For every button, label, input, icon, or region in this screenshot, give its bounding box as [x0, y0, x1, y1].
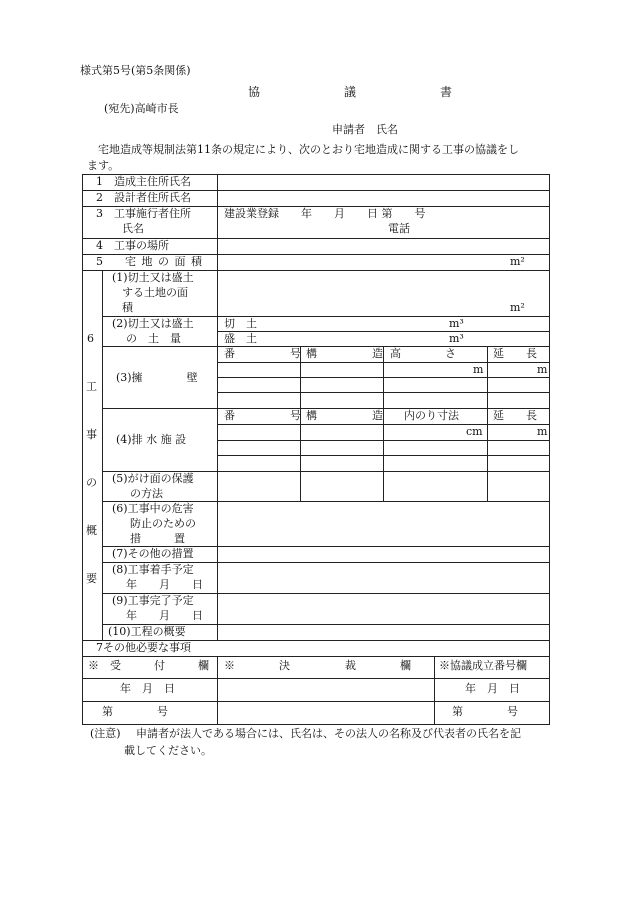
- section-6-char-2: 事: [86, 428, 97, 441]
- unit-m2: m²: [510, 301, 525, 314]
- row-5-label: 5 宅地の面積: [96, 255, 208, 268]
- item-4-label: (4)排 水 施 設: [116, 433, 187, 446]
- agreement-date: 年 月 日: [465, 682, 520, 695]
- item-1-label-3: 積: [122, 301, 133, 314]
- section-6-char-1: 工: [86, 380, 97, 393]
- applicant-name-label: 申請者 氏名: [332, 123, 398, 136]
- agreement-number: 第 号: [452, 705, 518, 718]
- item-10-label: (10)工程の概要: [108, 625, 186, 638]
- col-length: 延 長: [493, 347, 537, 360]
- note-line-1: 申請者が法人である場合には、氏名は、その法人の名称及び代表者の氏名を記: [136, 727, 521, 740]
- note-label: (注意): [90, 727, 121, 740]
- row-2-label: 2 設計者住所氏名: [96, 191, 191, 204]
- row-4-label: 4 工事の場所: [96, 239, 169, 252]
- form-number: 様式第5号(第5条関係): [80, 64, 191, 77]
- fill-label: 盛 土: [224, 332, 257, 345]
- row-3-label: 3 工事施行者住所: [96, 207, 191, 220]
- reception-number: 第 号: [102, 705, 168, 718]
- item-9-label: (9)工事完了予定: [112, 594, 194, 607]
- intro-line-2: ます。: [87, 159, 120, 172]
- item-6-label: (6)工事中の危害: [112, 502, 194, 515]
- reception-header: ※ 受 付 欄: [88, 659, 209, 672]
- unit-m3: m³: [449, 317, 464, 330]
- col-inner-dimension: 内のり寸法: [404, 409, 459, 422]
- col-number: 番 号: [224, 409, 301, 422]
- unit-m: m: [473, 363, 484, 376]
- decision-header: ※ 決 裁 欄: [224, 659, 411, 672]
- item-2-label-2: の 土 量: [126, 332, 181, 345]
- item-1-label-2: する土地の面: [122, 286, 188, 299]
- row-7-label: 7その他必要な事項: [96, 641, 191, 654]
- agreement-number-header: ※協議成立番号欄: [439, 659, 527, 672]
- item-5-label: (5)がけ面の保護: [112, 472, 194, 485]
- unit-m: m: [537, 425, 548, 438]
- item-9-date: 年 月 日: [126, 609, 203, 622]
- col-structure: 構 造: [306, 347, 383, 360]
- item-1-label: (1)切土又は盛土: [112, 271, 194, 284]
- agreement-form-table: [82, 174, 550, 725]
- unit-cm: cm: [466, 425, 483, 438]
- item-7-label: (7)その他の措置: [112, 547, 194, 560]
- contractor-phone: 電話: [388, 222, 410, 235]
- cut-label: 切 土: [224, 317, 257, 330]
- reception-date: 年 月 日: [120, 682, 175, 695]
- item-6-label-3: 措 置: [130, 532, 185, 545]
- col-height: 高 さ: [390, 347, 456, 360]
- note-line-2: 載してください。: [124, 744, 212, 757]
- addressee: (宛先)高崎市長: [104, 102, 179, 115]
- intro-line-1: 宅地造成等規制法第11条の規定により、次のとおり宅地造成に関する工事の協議をし: [98, 143, 519, 156]
- unit-m: m: [537, 363, 548, 376]
- contractor-registration: 建設業登録 年 月 日 第 号: [224, 207, 426, 220]
- col-number: 番 号: [224, 347, 301, 360]
- unit-m2: m²: [510, 255, 525, 268]
- section-6-number: 6: [87, 332, 94, 345]
- col-structure: 構 造: [306, 409, 383, 422]
- col-length: 延 長: [493, 409, 537, 422]
- section-6-char-3: の: [86, 476, 97, 489]
- item-6-label-2: 防止のための: [130, 517, 196, 530]
- item-8-label: (8)工事着手予定: [112, 563, 194, 576]
- item-5-label-2: の方法: [130, 487, 163, 500]
- item-8-date: 年 月 日: [126, 578, 203, 591]
- section-6-char-4: 概: [86, 524, 97, 537]
- row-1-label: 1 造成主住所氏名: [96, 175, 191, 188]
- row-3-label-2: 氏名: [122, 222, 144, 235]
- document-title: 協 議 書: [248, 85, 453, 99]
- section-6-char-5: 要: [86, 572, 97, 585]
- unit-m3: m³: [449, 332, 464, 345]
- item-3-label: (3)擁 壁: [116, 371, 198, 384]
- item-2-label: (2)切土又は盛土: [112, 317, 194, 330]
